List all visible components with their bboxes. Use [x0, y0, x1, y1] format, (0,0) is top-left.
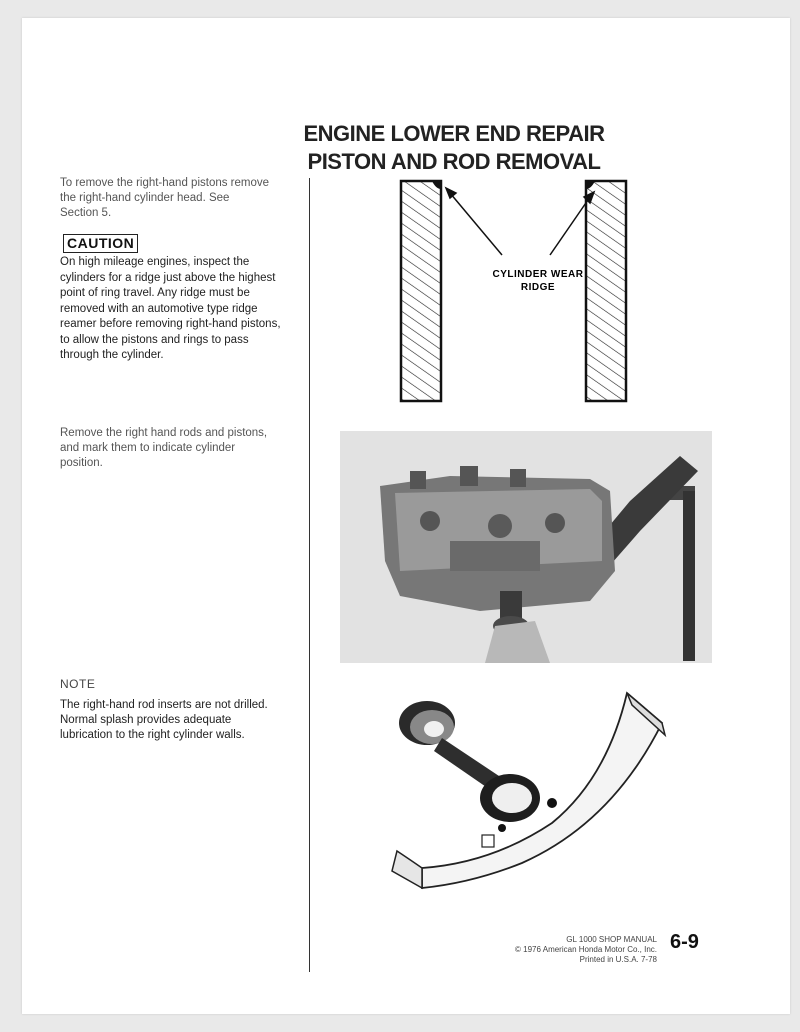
footer-manual: GL 1000 SHOP MANUAL	[566, 935, 657, 944]
engine-photo	[340, 431, 712, 663]
cylinder-label-line2: RIDGE	[520, 282, 556, 293]
bearing-shell	[422, 693, 662, 888]
column-divider	[309, 178, 310, 972]
manual-page	[22, 18, 790, 1014]
ridge-arrows	[446, 188, 594, 255]
page-number: 6-9	[670, 931, 699, 953]
footer-printed: Printed in U.S.A. 7-78	[579, 955, 657, 964]
right-cylinder-wall	[586, 181, 626, 401]
note-label: NOTE	[60, 677, 96, 691]
intro-paragraph: To remove the right-hand pistons remove the right-hand cylinder head. See Section 5.	[60, 177, 270, 219]
note-paragraph: The right-hand rod inserts are not drilled. Normal splash provides adequate lubrication to the right cylinder walls.	[60, 699, 268, 741]
left-cylinder-wall	[401, 181, 441, 401]
page-title	[284, 120, 624, 176]
footer-credits	[477, 935, 657, 965]
connecting-rod	[434, 738, 557, 832]
cylinder-diagram	[392, 173, 652, 403]
remove-paragraph: Remove the right hand rods and pistons, and mark them to indicate cylinder position.	[60, 427, 268, 469]
caution-label: CAUTION	[63, 234, 138, 253]
piston-rod-illustration	[362, 683, 697, 908]
cylinder-label-line1: CYLINDER WEAR	[492, 269, 584, 280]
title-line-2: PISTON AND ROD REMOVAL	[307, 149, 601, 174]
title-line-1: ENGINE LOWER END REPAIR	[303, 121, 605, 146]
footer-copyright: © 1976 American Honda Motor Co., Inc.	[515, 945, 657, 954]
caution-paragraph: On high mileage engines, inspect the cylinders for a ridge just above the highest point of ring travel. Any ridge must be removed with an automotive type ridge reamer before removing right-hand pistons, to allow the pistons and rings to pass through the cylinder.	[60, 256, 281, 361]
piston	[399, 701, 455, 745]
